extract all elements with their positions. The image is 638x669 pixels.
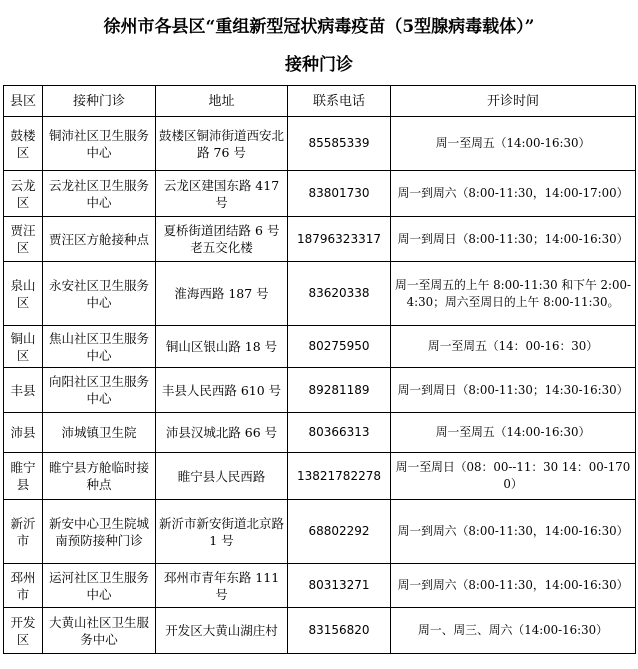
- cell-address: 开发区大黄山湖庄村: [156, 608, 288, 654]
- cell-hours: 周一到周六（8:00-11:30，14:00-17:00）: [391, 171, 636, 217]
- cell-address: 沛县汉城北路 66 号: [156, 413, 288, 453]
- table-row: [4, 217, 636, 262]
- cell-hours: 周一到周六（8:00-11:30，14:00-16:30）: [391, 564, 636, 608]
- cell-clinic: 新安中心卫生院城南预防接种门诊: [43, 500, 156, 564]
- cell-district: 开发区: [4, 608, 43, 654]
- cell-phone: 83156820: [288, 608, 391, 654]
- cell-phone: 89281189: [288, 368, 391, 413]
- header-clinic: 接种门诊: [43, 86, 156, 117]
- cell-clinic: 铜沛社区卫生服务中心: [43, 117, 156, 171]
- table-row: [4, 326, 636, 368]
- table-row: [4, 500, 636, 564]
- cell-address: 睢宁县人民西路: [156, 453, 288, 500]
- document-title: 徐州市各县区“重组新型冠状病毒疫苗（5型腺病毒载体）”: [103, 17, 535, 37]
- cell-clinic: 永安社区卫生服务中心: [43, 262, 156, 326]
- cell-district: 鼓楼区: [4, 117, 43, 171]
- cell-clinic: 沛城镇卫生院: [43, 413, 156, 453]
- cell-clinic: 焦山社区卫生服务中心: [43, 326, 156, 368]
- cell-address: 夏桥街道团结路 6 号老五交化楼: [156, 217, 288, 262]
- cell-clinic: 云龙社区卫生服务中心: [43, 171, 156, 217]
- cell-phone: 83620338: [288, 262, 391, 326]
- cell-district: 贾汪区: [4, 217, 43, 262]
- cell-address: 铜山区银山路 18 号: [156, 326, 288, 368]
- cell-district: 睢宁县: [4, 453, 43, 500]
- cell-phone: 85585339: [288, 117, 391, 171]
- cell-address: 淮海西路 187 号: [156, 262, 288, 326]
- cell-phone: 80313271: [288, 564, 391, 608]
- table-row: [4, 171, 636, 217]
- cell-district: 新沂市: [4, 500, 43, 564]
- cell-clinic: 贾汪区方舱接种点: [43, 217, 156, 262]
- cell-phone: 13821782278: [288, 453, 391, 500]
- clinic-table: [3, 85, 636, 654]
- cell-hours: 周一到周六（8:00-11:30，14:00-16:30）: [391, 500, 636, 564]
- cell-district: 铜山区: [4, 326, 43, 368]
- cell-hours: 周一、周三、周六（14:00-16:30）: [391, 608, 636, 654]
- cell-district: 泉山区: [4, 262, 43, 326]
- cell-phone: 18796323317: [288, 217, 391, 262]
- cell-address: 丰县人民西路 610 号: [156, 368, 288, 413]
- header-address: 地址: [156, 86, 288, 117]
- cell-hours: 周一到周日（8:00-11:30；14:30-16:30）: [391, 368, 636, 413]
- table-header-row: [4, 86, 636, 117]
- cell-hours: 周一至周五的上午 8:00-11:30 和下午 2:00-4:30；周六至周日的上午 8:00-11:30。: [391, 262, 636, 326]
- table-row: [4, 368, 636, 413]
- header-hours: 开诊时间: [391, 86, 636, 117]
- cell-hours: 周一到周日（8:00-11:30；14:00-16:30）: [391, 217, 636, 262]
- cell-phone: 68802292: [288, 500, 391, 564]
- cell-district: 沛县: [4, 413, 43, 453]
- cell-hours: 周一至周五（14:00-16:30）: [391, 413, 636, 453]
- cell-district: 丰县: [4, 368, 43, 413]
- table-row: [4, 608, 636, 654]
- header-phone: 联系电话: [288, 86, 391, 117]
- cell-address: 云龙区建国东路 417 号: [156, 171, 288, 217]
- table-row: [4, 564, 636, 608]
- cell-phone: 80366313: [288, 413, 391, 453]
- cell-address: 邳州市青年东路 111 号: [156, 564, 288, 608]
- table-row: [4, 453, 636, 500]
- cell-district: 邳州市: [4, 564, 43, 608]
- cell-hours: 周一至周日（08：00--11：30 14：00-1700）: [391, 453, 636, 500]
- cell-clinic: 运河社区卫生服务中心: [43, 564, 156, 608]
- cell-clinic: 睢宁县方舱临时接种点: [43, 453, 156, 500]
- table-row: [4, 413, 636, 453]
- cell-district: 云龙区: [4, 171, 43, 217]
- cell-phone: 80275950: [288, 326, 391, 368]
- cell-hours: 周一至周五（14:00-16:30）: [391, 117, 636, 171]
- cell-clinic: 向阳社区卫生服务中心: [43, 368, 156, 413]
- cell-phone: 83801730: [288, 171, 391, 217]
- cell-address: 新沂市新安街道北京路 1 号: [156, 500, 288, 564]
- cell-hours: 周一至周五（14：00-16：30）: [391, 326, 636, 368]
- table-row: [4, 262, 636, 326]
- document-subtitle: 接种门诊: [285, 55, 353, 75]
- cell-address: 鼓楼区铜沛街道西安北路 76 号: [156, 117, 288, 171]
- table-row: [4, 117, 636, 171]
- header-district: 县区: [4, 86, 43, 117]
- cell-clinic: 大黄山社区卫生服务中心: [43, 608, 156, 654]
